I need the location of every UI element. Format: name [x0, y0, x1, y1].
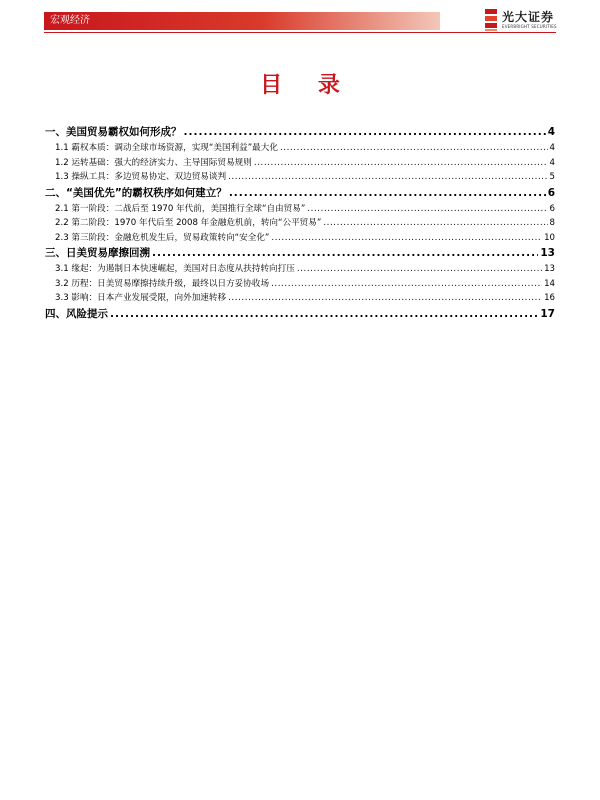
toc-entry-label: 3.3 影响：日本产业发展受限，向外加速转移 [55, 293, 227, 303]
toc-section-entry[interactable] [45, 291, 555, 306]
table-of-contents [45, 124, 555, 323]
logo-text-cn: 光大证券 [502, 10, 555, 24]
toc-entry-label: 二、“美国优先”的霸权秩序如何建立？ [45, 186, 227, 199]
toc-page-number: 6 [547, 186, 555, 199]
toc-page-number: 14 [544, 278, 555, 289]
toc-section-entry[interactable] [45, 231, 555, 246]
toc-leader-dots [271, 277, 542, 292]
toc-chapter-entry[interactable] [45, 185, 555, 202]
toc-page-number: 5 [549, 172, 555, 182]
header-rule [44, 32, 556, 33]
toc-leader-dots [297, 262, 542, 277]
toc-entry-label: 一、美国贸易霸权如何形成？ [45, 126, 182, 138]
toc-leader-dots [228, 291, 542, 306]
toc-chapter-entry[interactable] [45, 124, 555, 141]
toc-page-number: 13 [544, 264, 555, 274]
toc-section-entry[interactable] [45, 141, 555, 156]
toc-leader-dots [228, 170, 547, 185]
toc-chapter-entry[interactable] [45, 306, 555, 323]
company-logo [484, 8, 560, 34]
toc-section-entry[interactable] [45, 156, 555, 171]
toc-leader-dots [280, 141, 548, 156]
toc-leader-dots [254, 156, 548, 171]
toc-section-entry[interactable] [45, 170, 555, 185]
toc-chapter-entry[interactable] [45, 245, 555, 262]
toc-section-entry[interactable] [45, 262, 555, 277]
toc-page-number: 17 [540, 307, 555, 320]
toc-page-number: 4 [549, 143, 555, 153]
toc-entry-label: 3.1 缘起：为遏制日本快速崛起，美国对日态度从扶持转向打压 [55, 264, 295, 274]
toc-section-entry[interactable] [45, 216, 555, 231]
toc-entry-label: 1.1 霸权本质：调动全球市场资源，实现“美国利益”最大化 [55, 143, 278, 153]
toc-title: 目 录 [260, 73, 354, 98]
toc-page-number: 4 [547, 126, 555, 138]
toc-leader-dots [152, 245, 538, 262]
toc-entry-label: 2.1 第一阶段：二战后至 1970 年代前，美国推行全球“自由贸易” [55, 203, 306, 214]
toc-section-entry[interactable] [45, 277, 555, 292]
toc-leader-dots [229, 185, 546, 202]
toc-page-number: 13 [540, 247, 555, 259]
toc-page-number: 16 [544, 293, 555, 303]
toc-page-number: 10 [544, 232, 555, 243]
toc-entry-label: 1.2 运转基础：强大的经济实力、主导国际贸易规则 [55, 157, 252, 168]
toc-page-number: 8 [549, 218, 555, 228]
toc-entry-label: 四、风险提示 [45, 307, 108, 320]
toc-leader-dots [110, 306, 538, 323]
section-banner [44, 12, 440, 30]
logo-text-en: EVERBRIGHT SECURITIES [502, 24, 557, 29]
toc-entry-label: 1.3 操纵工具：多边贸易协定、双边贸易谈判 [55, 172, 227, 182]
page-header [44, 12, 556, 34]
section-label: 宏观经济 [50, 15, 90, 26]
toc-leader-dots [184, 124, 546, 141]
toc-entry-label: 2.3 第三阶段：金融危机发生后，贸易政策转向“安全化” [55, 232, 270, 243]
toc-leader-dots [307, 202, 547, 217]
toc-leader-dots [271, 231, 542, 246]
toc-entry-label: 2.2 第二阶段：1970 年代后至 2008 年金融危机前，转向“公平贸易” [55, 218, 322, 228]
toc-entry-label: 三、日美贸易摩擦回溯 [45, 247, 150, 259]
toc-page-number: 4 [549, 157, 555, 168]
toc-section-entry[interactable] [45, 202, 555, 217]
toc-page-number: 6 [549, 203, 555, 214]
everbright-logo-icon [484, 8, 498, 32]
toc-leader-dots [323, 216, 547, 231]
toc-entry-label: 3.2 历程：日美贸易摩擦持续升级，最终以日方妥协收场 [55, 278, 270, 289]
